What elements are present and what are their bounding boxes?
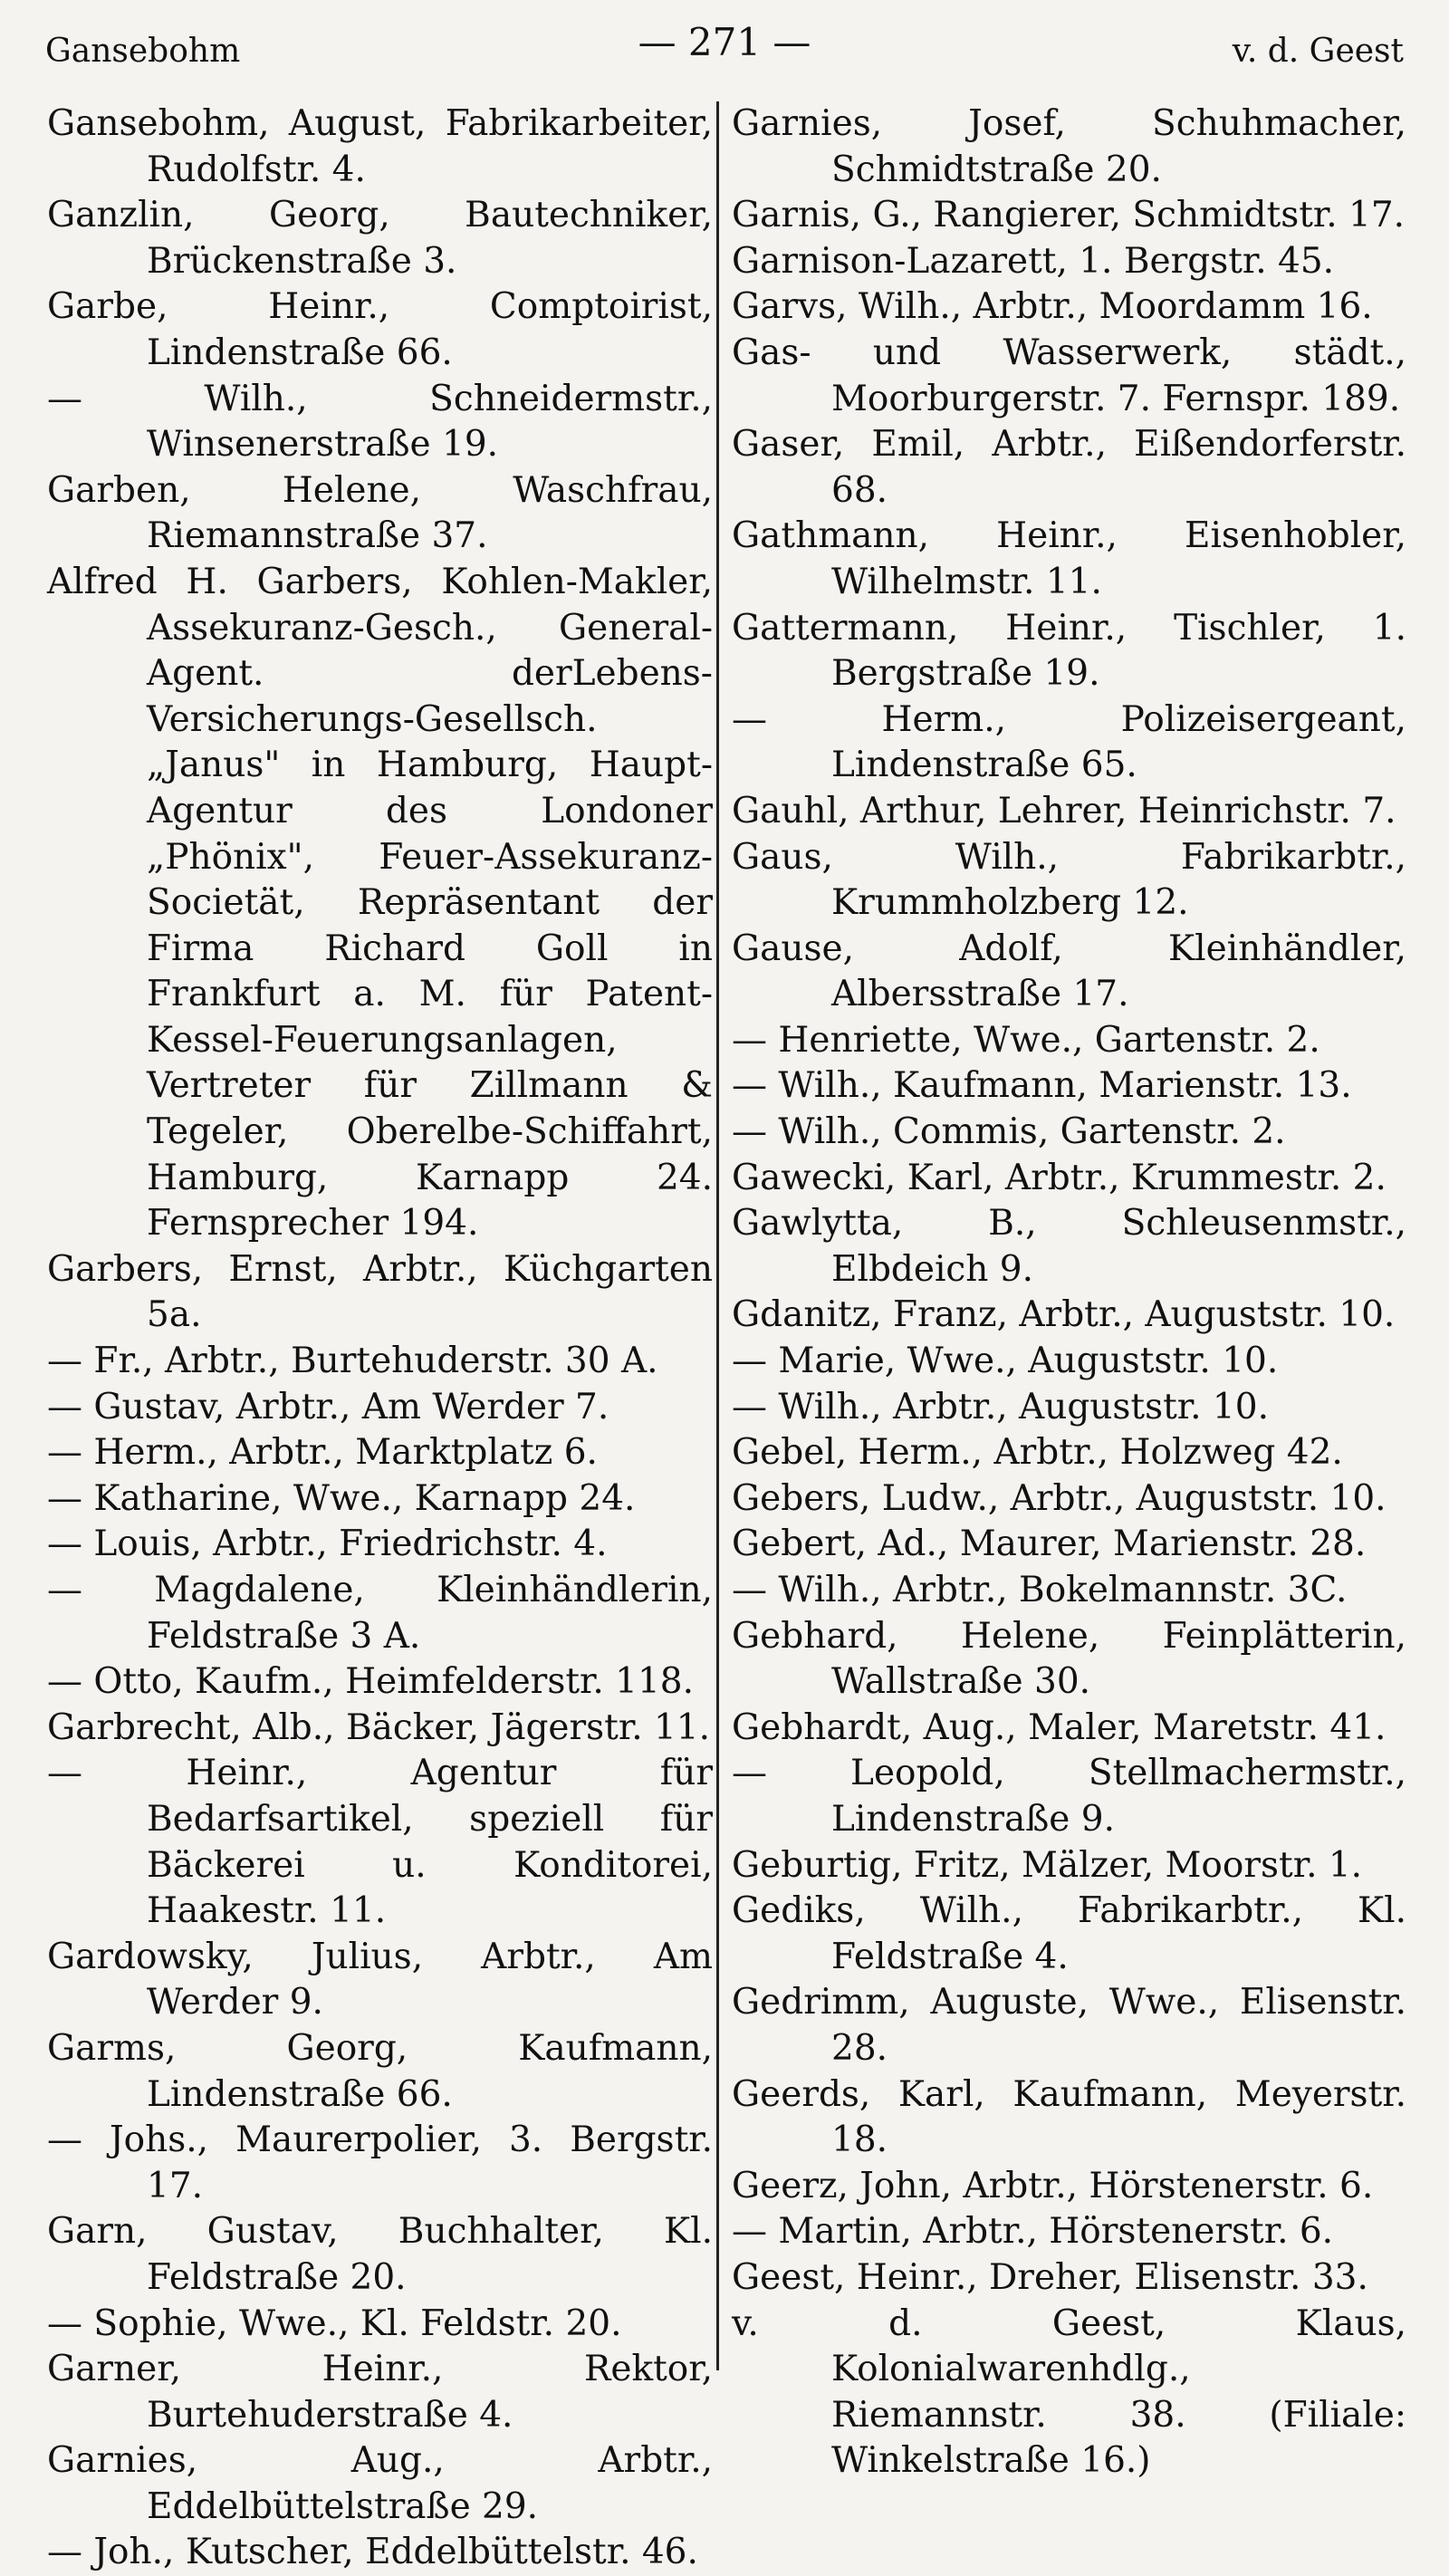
directory-entry: Garnies, Josef, Schuhmacher, Schmidtstraße 20. — [732, 103, 1406, 190]
right-column — [732, 101, 1406, 2485]
directory-entry: Gebert, Ad., Maurer, Marienstr. 28. — [732, 1523, 1367, 1565]
directory-entry: Gansebohm, August, Fabrikarbeiter, Rudolfstr. 4. — [47, 103, 713, 190]
directory-entry: Geest, Heinr., Dreher, Elisenstr. 33. — [732, 2256, 1368, 2298]
directory-entry: Garbe, Heinr., Comptoirist, Lindenstraße 66. — [47, 286, 713, 373]
directory-entry: Gas- und Wasserwerk, städt., Moorburgerstr. 7. Fernspr. 189. — [732, 332, 1406, 419]
running-head-right: v. d. Geest — [1232, 33, 1404, 70]
directory-entry: Garn, Gustav, Buchhalter, Kl. Feldstraße 20. — [47, 2211, 713, 2298]
directory-entry: Geerz, John, Arbtr., Hörstenerstr. 6. — [732, 2165, 1374, 2206]
directory-entry: Gebhardt, Aug., Maler, Maretstr. 41. — [732, 1706, 1387, 1748]
directory-entry: Gattermann, Heinr., Tischler, 1. Bergstraße 19. — [732, 607, 1406, 695]
directory-entry: — Fr., Arbtr., Burtehuderstr. 30 A. — [47, 1341, 658, 1382]
directory-entry: — Joh., Kutscher, Eddelbüttelstr. 46. — [47, 2532, 698, 2573]
directory-entry: — Wilh., Arbtr., Bokelmannstr. 3C. — [732, 1570, 1348, 1610]
directory-entry: Geerds, Karl, Kaufmann, Meyerstr. 18. — [732, 2073, 1406, 2161]
column-divider — [716, 101, 719, 2370]
directory-entry: Garben, Helene, Waschfrau, Riemannstraße 37. — [47, 469, 713, 557]
directory-entry: Garvs, Wilh., Arbtr., Moordamm 16. — [732, 286, 1373, 328]
directory-entry: Garnies, Aug., Arbtr., Eddelbüttelstraße 29. — [47, 2440, 713, 2527]
directory-entry: Garbers, Ernst, Arbtr., Küchgarten 5a. — [47, 1248, 713, 1336]
directory-entry: — Wilh., Arbtr., Auguststr. 10. — [732, 1386, 1269, 1427]
directory-entry: Gedrimm, Auguste, Wwe., Elisenstr. 28. — [732, 1982, 1406, 2069]
directory-entry: Ganzlin, Georg, Bautechniker, Brückenstraße 3. — [47, 195, 713, 282]
directory-entry: — Wilh., Commis, Gartenstr. 2. — [732, 1111, 1286, 1153]
directory-entry: — Otto, Kaufm., Heimfelderstr. 118. — [47, 1661, 694, 1703]
directory-entry: Garner, Heinr., Rektor, Burtehuderstraße 4. — [47, 2349, 713, 2436]
running-head-left: Gansebohm — [45, 33, 241, 70]
page-number: — 271 — — [638, 20, 811, 64]
directory-entry: Gauhl, Arthur, Lehrer, Heinrichstr. 7. — [732, 790, 1396, 831]
directory-entry: Garms, Georg, Kaufmann, Lindenstraße 66. — [47, 2027, 713, 2115]
directory-entry: Gediks, Wilh., Fabrikarbtr., Kl. Feldstraße 4. — [732, 1890, 1406, 1977]
directory-entry: Garnison-Lazarett, 1. Bergstr. 45. — [732, 240, 1335, 282]
directory-entry: Gdanitz, Franz, Arbtr., Auguststr. 10. — [732, 1294, 1396, 1336]
directory-entry: — Wilh., Kaufmann, Marienstr. 13. — [732, 1065, 1352, 1107]
directory-entry: Gardowsky, Julius, Arbtr., Am Werder 9. — [47, 1936, 713, 2023]
directory-entry: — Johs., Maurerpolier, 3. Bergstr. 17. — [47, 2119, 713, 2206]
directory-entry: v. d. Geest, Klaus, Kolonialwarenhdlg., Riemannstr. 38. (Filiale: Winkelstraße 16.) — [732, 2302, 1406, 2482]
directory-entry: — Wilh., Schneidermstr., Winsenerstraße 19. — [47, 378, 713, 466]
directory-entry: Alfred H. Garbers, Kohlen-Makler, Assekuranz-Gesch., General-Agent. derLebens-Versicherungs-Gesellsch. „Janus" in Hamburg, Haupt-Agentur des Londoner „Phönix", Feuer-Assekuranz-Societät, Repräsentant der Firma Richard Goll in Frankfurt a. M. für Patent-Kessel-Feuerungsanlagen, Vertreter für Zillmann & Tegeler, Oberelbe-Schiffahrt, Hamburg, Karnapp 24. Fernsprecher 194. — [47, 561, 713, 1245]
directory-entry: — Herm., Polizeisergeant, Lindenstraße 65. — [732, 698, 1406, 786]
directory-entry: Garbrecht, Alb., Bäcker, Jägerstr. 11. — [47, 1706, 711, 1748]
directory-entry: Gebhard, Helene, Feinplätterin, Wallstraße 30. — [732, 1615, 1406, 1703]
directory-entry: — Herm., Arbtr., Marktplatz 6. — [47, 1432, 598, 1474]
left-column — [47, 101, 713, 2576]
directory-entry: Gebel, Herm., Arbtr., Holzweg 42. — [732, 1432, 1343, 1474]
page-header — [45, 20, 1404, 74]
directory-entry: Gause, Adolf, Kleinhändler, Albersstraße 17. — [732, 928, 1406, 1015]
directory-entry: — Sophie, Wwe., Kl. Feldstr. 20. — [47, 2302, 622, 2344]
directory-entry: Garnis, G., Rangierer, Schmidtstr. 17. — [732, 195, 1406, 236]
directory-entry: Gawecki, Karl, Arbtr., Krummestr. 2. — [732, 1157, 1387, 1198]
directory-entry: — Heinr., Agentur für Bedarfsartikel, speziell für Bäckerei u. Konditorei, Haakestr. 11. — [47, 1753, 713, 1932]
directory-entry: — Martin, Arbtr., Hörstenerstr. 6. — [732, 2211, 1334, 2253]
directory-entry: — Katharine, Wwe., Karnapp 24. — [47, 1477, 636, 1519]
directory-entry: — Louis, Arbtr., Friedrichstr. 4. — [47, 1523, 608, 1565]
directory-entry: Gathmann, Heinr., Eisenhobler, Wilhelmstr. 11. — [732, 515, 1406, 602]
directory-entry: — Gustav, Arbtr., Am Werder 7. — [47, 1386, 609, 1427]
directory-entry: — Henriette, Wwe., Gartenstr. 2. — [732, 1019, 1320, 1061]
directory-entry: Gaser, Emil, Arbtr., Eißendorferstr. 68. — [732, 424, 1406, 511]
directory-entry: Gebers, Ludw., Arbtr., Auguststr. 10. — [732, 1477, 1387, 1519]
directory-entry: Geburtig, Fritz, Mälzer, Moorstr. 1. — [732, 1844, 1363, 1886]
directory-entry: Gaus, Wilh., Fabrikarbtr., Krummholzberg 12. — [732, 836, 1406, 924]
directory-entry: — Magdalene, Kleinhändlerin, Feldstraße 3 A. — [47, 1570, 713, 1657]
directory-entry: Gawlytta, B., Schleusenmstr., Elbdeich 9. — [732, 1203, 1406, 1290]
directory-entry: — Marie, Wwe., Auguststr. 10. — [732, 1341, 1279, 1382]
directory-entry: — Leopold, Stellmachermstr., Lindenstraße 9. — [732, 1753, 1406, 1840]
